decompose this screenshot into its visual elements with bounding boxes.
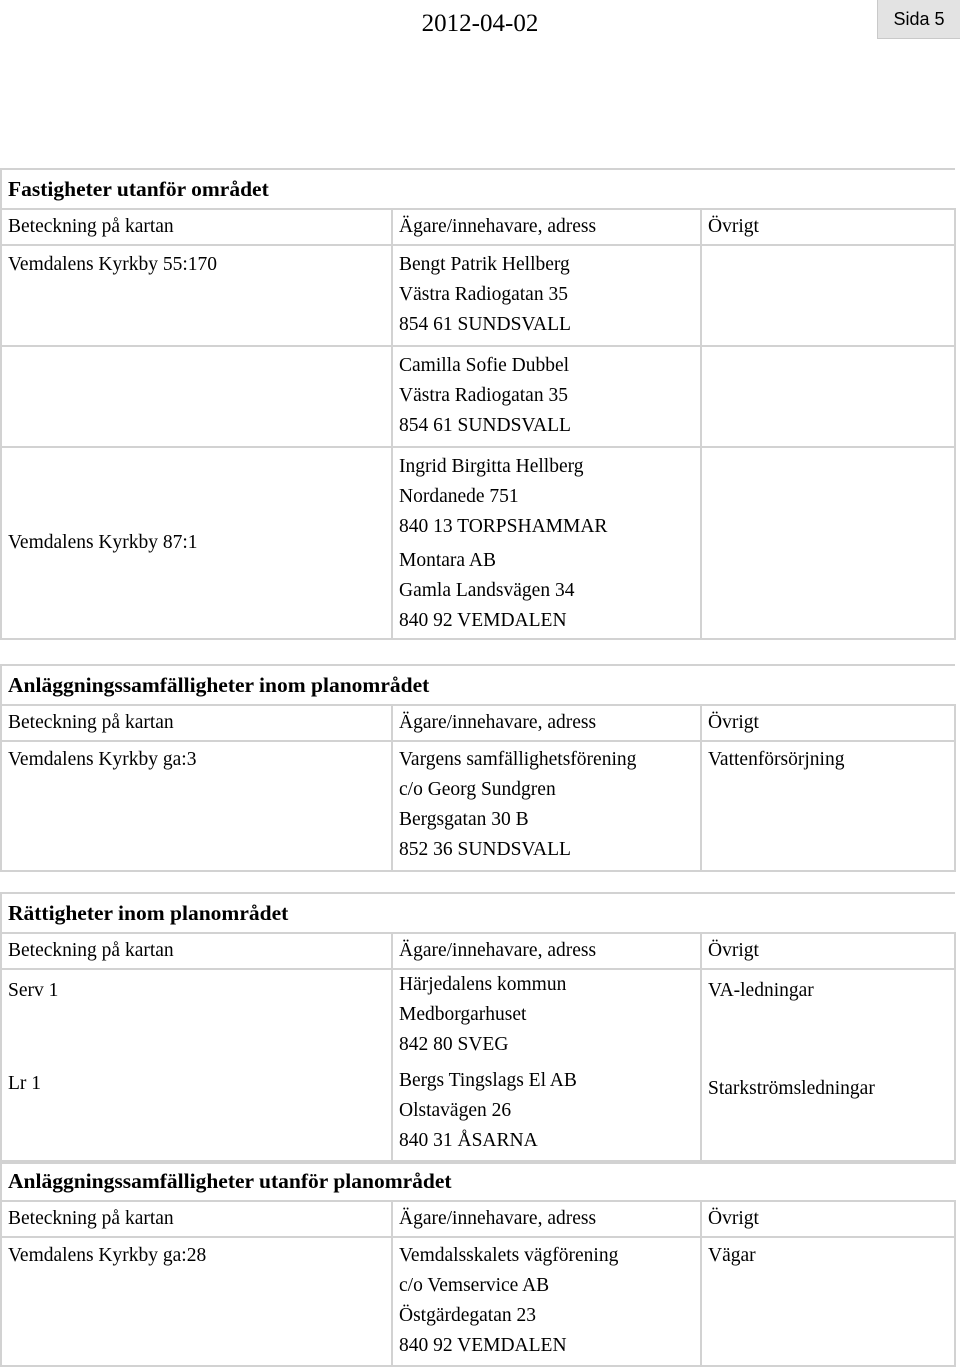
section-table-facilities-outside bbox=[0, 1160, 956, 1367]
owner-line: Bergs Tingslags El AB bbox=[399, 1070, 577, 1091]
owner-line: Ingrid Birgitta Hellberg bbox=[399, 456, 584, 477]
section-title: Rättigheter inom planområdet bbox=[1, 893, 955, 933]
column-header-row bbox=[1, 1201, 955, 1237]
owner-line: Montara AB bbox=[399, 550, 496, 571]
owner-line: Gamla Landsvägen 34 bbox=[399, 580, 575, 601]
other-cell: VA-ledningar bbox=[701, 969, 955, 1066]
column-header-designation: Beteckning på kartan bbox=[1, 933, 392, 969]
column-header-owner: Ägare/innehavare, adress bbox=[392, 209, 701, 245]
section-table-properties-outside bbox=[0, 168, 956, 640]
table-row bbox=[1, 1237, 955, 1366]
column-header-other: Övrigt bbox=[701, 705, 955, 741]
section-title-row bbox=[1, 665, 955, 705]
designation-cell: Serv 1 bbox=[1, 969, 392, 1066]
column-header-other: Övrigt bbox=[701, 209, 955, 245]
owner-line: 854 61 SUNDSVALL bbox=[399, 314, 571, 335]
owner-cell bbox=[392, 346, 701, 447]
column-header-other: Övrigt bbox=[701, 1201, 955, 1237]
designation-cell bbox=[1, 346, 392, 447]
owner-line: Härjedalens kommun bbox=[399, 974, 567, 995]
table-row bbox=[1, 741, 955, 871]
owner-line: 842 80 SVEG bbox=[399, 1034, 509, 1055]
column-header-designation: Beteckning på kartan bbox=[1, 1201, 392, 1237]
document-date: 2012-04-02 bbox=[421, 10, 539, 37]
owner-line: 840 92 VEMDALEN bbox=[399, 1335, 567, 1356]
owner-line: c/o Georg Sundgren bbox=[399, 779, 556, 800]
table-row bbox=[1, 969, 955, 1066]
section-title-row bbox=[1, 1161, 955, 1201]
owner-cell bbox=[392, 1237, 701, 1366]
other-cell: Starkströmsledningar bbox=[701, 1066, 955, 1163]
owner-line: Vemdalsskalets vägförening bbox=[399, 1245, 619, 1266]
owner-cell bbox=[392, 544, 701, 639]
owner-cell bbox=[392, 1066, 701, 1163]
section-title: Anläggningssamfälligheter utanför planområdet bbox=[1, 1161, 955, 1201]
owner-cell bbox=[392, 245, 701, 346]
section-title: Anläggningssamfälligheter inom planområdet bbox=[1, 665, 955, 705]
owner-line: Olstavägen 26 bbox=[399, 1100, 512, 1121]
owner-line: Bergsgatan 30 B bbox=[399, 809, 529, 830]
owner-line: 840 13 TORPSHAMMAR bbox=[399, 516, 608, 537]
column-header-row bbox=[1, 933, 955, 969]
designation-cell: Vemdalens Kyrkby 87:1 bbox=[1, 447, 392, 639]
owner-line: 852 36 SUNDSVALL bbox=[399, 839, 571, 860]
other-cell bbox=[701, 447, 955, 639]
table-row bbox=[1, 1066, 955, 1163]
owner-line: Västra Radiogatan 35 bbox=[399, 284, 568, 305]
other-cell: Vattenförsörjning bbox=[701, 741, 955, 871]
designation-cell: Lr 1 bbox=[1, 1066, 392, 1163]
owner-line: Bengt Patrik Hellberg bbox=[399, 254, 570, 275]
owner-line: Vargens samfällighetsförening bbox=[399, 749, 637, 770]
section-table-facilities-inside bbox=[0, 664, 956, 872]
section-title-row bbox=[1, 893, 955, 933]
column-header-designation: Beteckning på kartan bbox=[1, 209, 392, 245]
designation-cell: Vemdalens Kyrkby ga:3 bbox=[1, 741, 392, 871]
owner-line: Östgärdegatan 23 bbox=[399, 1305, 536, 1326]
owner-line: 840 31 ÅSARNA bbox=[399, 1130, 538, 1151]
owner-line: c/o Vemservice AB bbox=[399, 1275, 550, 1296]
owner-cell bbox=[392, 741, 701, 871]
section-table-rights-inside bbox=[0, 892, 956, 1164]
owner-cell bbox=[392, 447, 701, 544]
column-header-owner: Ägare/innehavare, adress bbox=[392, 1201, 701, 1237]
column-header-row bbox=[1, 705, 955, 741]
page-number-tab: Sida 5 bbox=[877, 0, 960, 39]
column-header-row bbox=[1, 209, 955, 245]
designation-cell: Vemdalens Kyrkby ga:28 bbox=[1, 1237, 392, 1366]
designation-cell: Vemdalens Kyrkby 55:170 bbox=[1, 245, 392, 346]
other-cell bbox=[701, 245, 955, 346]
column-header-owner: Ägare/innehavare, adress bbox=[392, 705, 701, 741]
table-row bbox=[1, 447, 955, 544]
section-title: Fastigheter utanför området bbox=[1, 169, 955, 209]
table-row bbox=[1, 245, 955, 346]
owner-line: Medborgarhuset bbox=[399, 1004, 527, 1025]
owner-line: Västra Radiogatan 35 bbox=[399, 385, 568, 406]
owner-line: 854 61 SUNDSVALL bbox=[399, 415, 571, 436]
table-row bbox=[1, 346, 955, 447]
owner-line: 840 92 VEMDALEN bbox=[399, 610, 567, 631]
other-cell: Vägar bbox=[701, 1237, 955, 1366]
column-header-other: Övrigt bbox=[701, 933, 955, 969]
column-header-owner: Ägare/innehavare, adress bbox=[392, 933, 701, 969]
owner-cell bbox=[392, 969, 701, 1066]
owner-line: Nordanede 751 bbox=[399, 486, 519, 507]
section-title-row bbox=[1, 169, 955, 209]
owner-line: Camilla Sofie Dubbel bbox=[399, 355, 570, 376]
other-cell bbox=[701, 346, 955, 447]
column-header-designation: Beteckning på kartan bbox=[1, 705, 392, 741]
